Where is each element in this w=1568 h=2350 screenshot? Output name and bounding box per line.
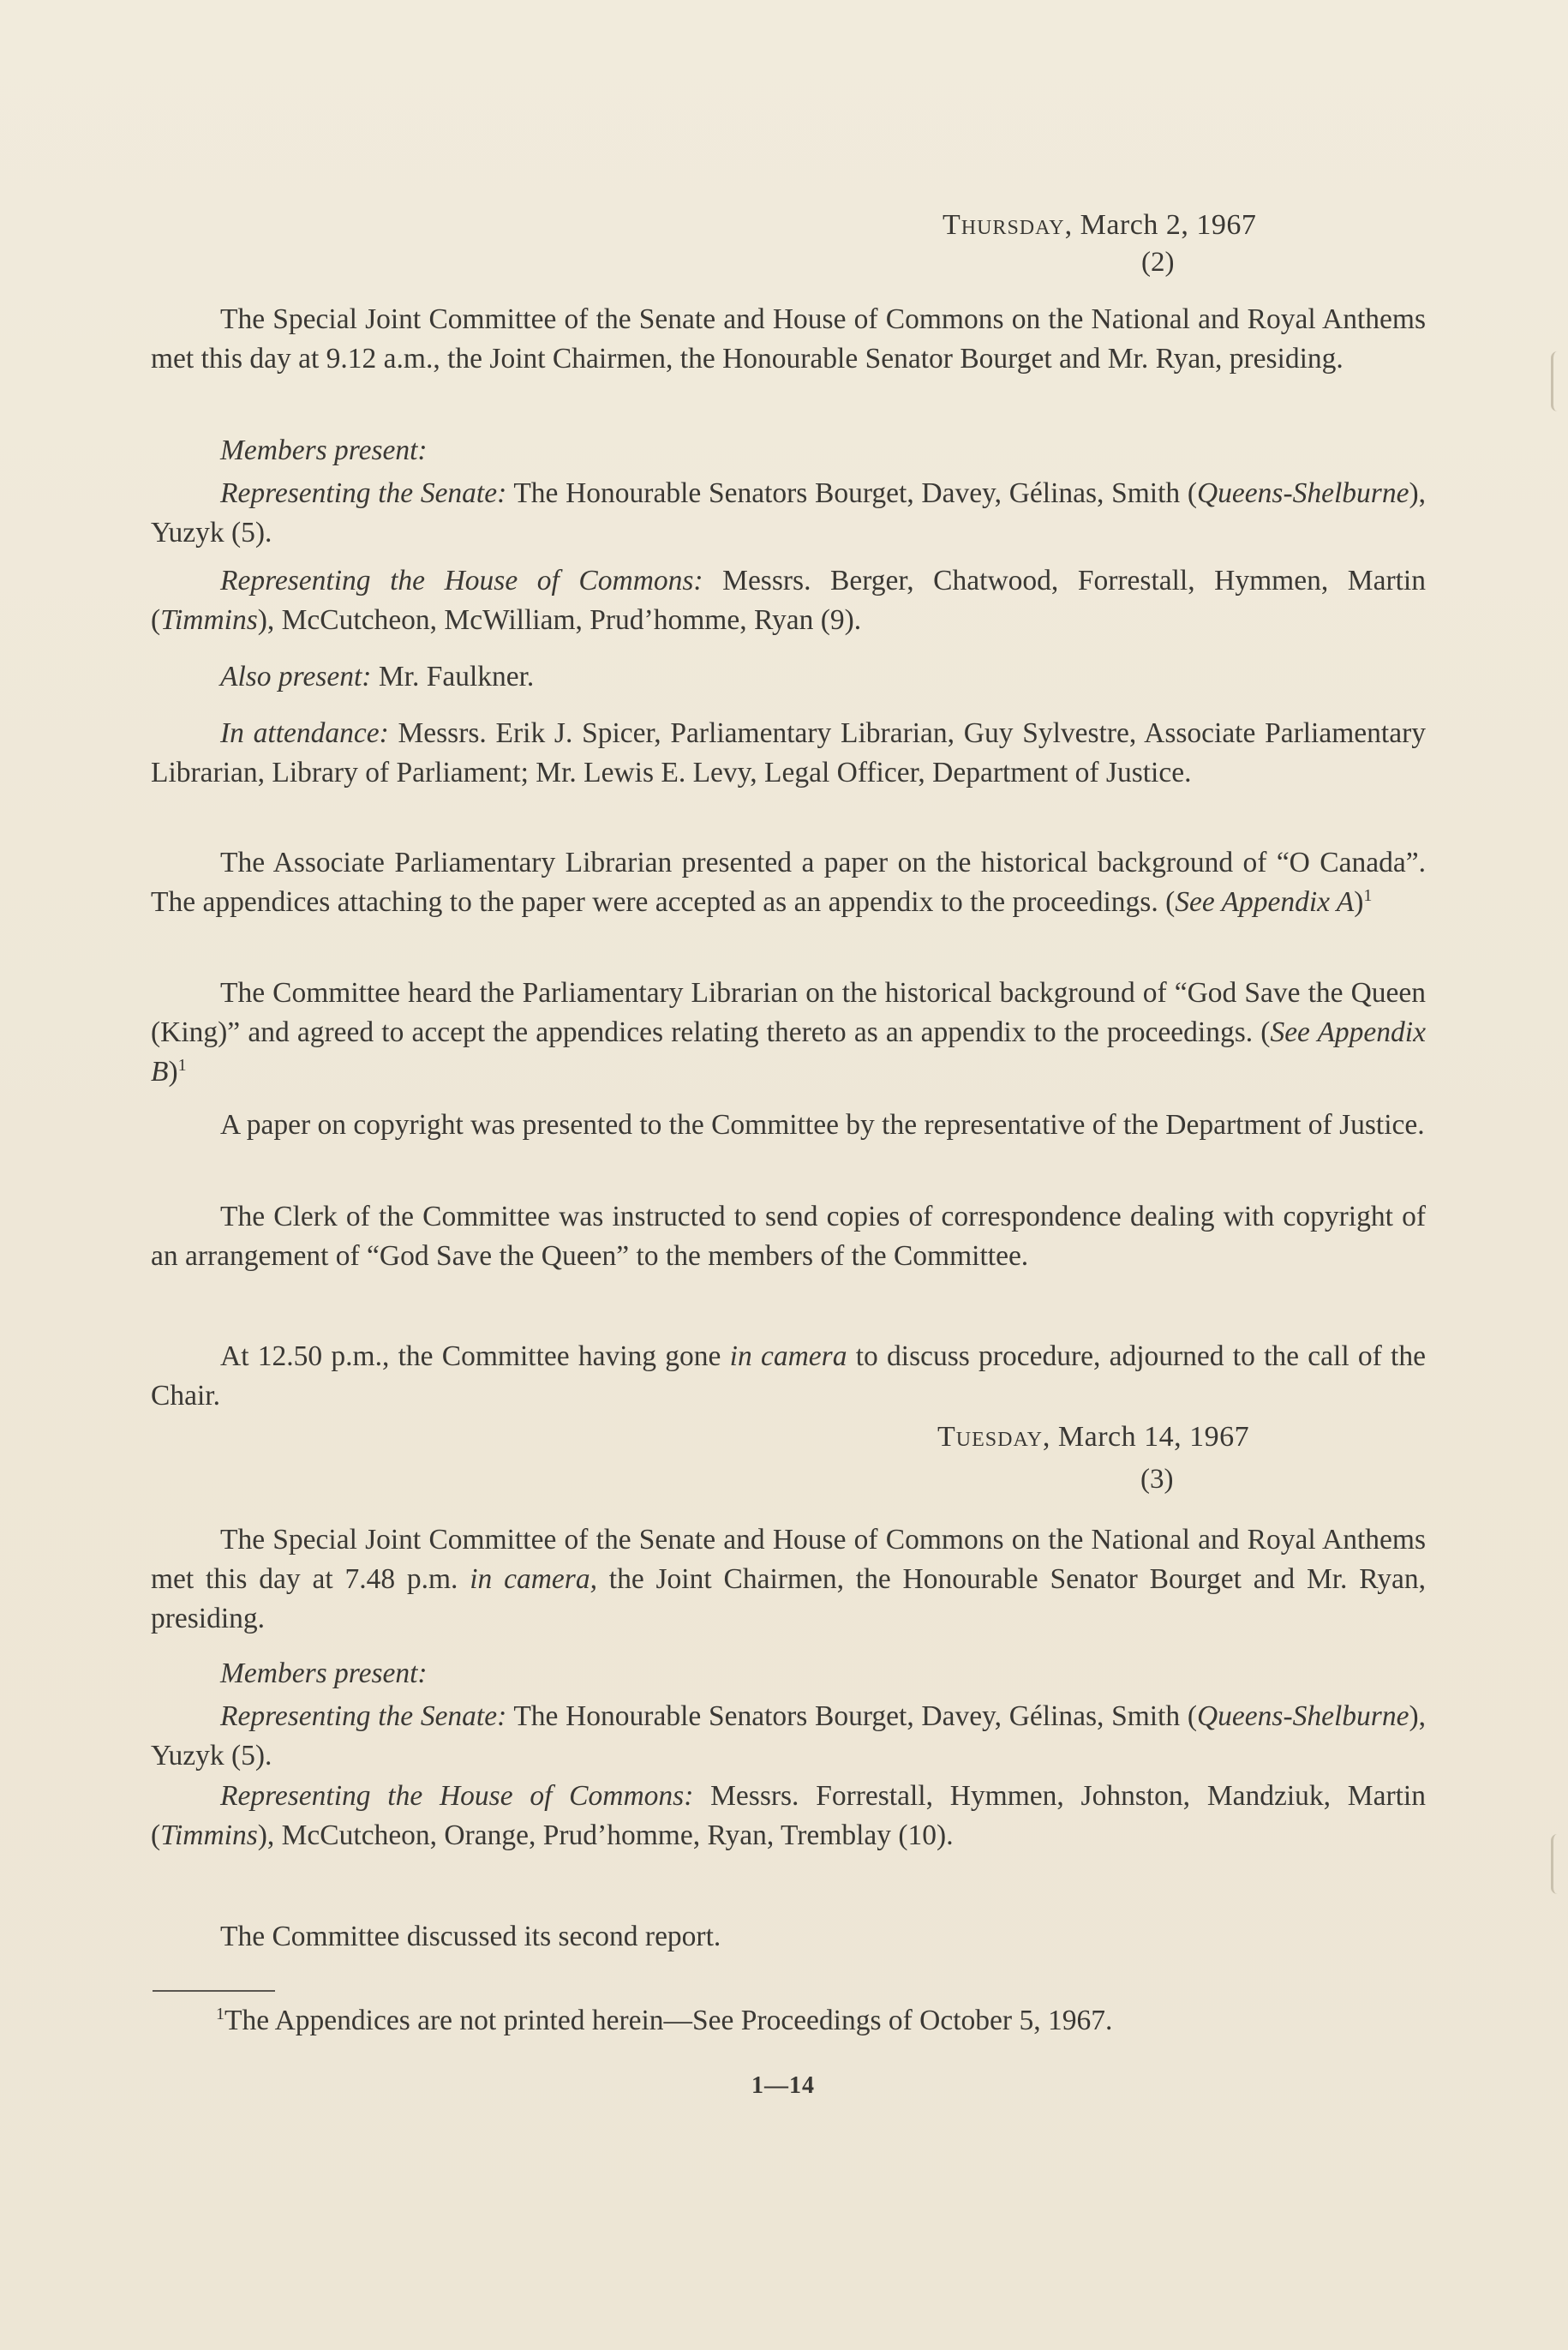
- commons-text: Messrs. Forrestall, Hymmen, Johnston, Mandziuk, Martin (: [151, 1780, 1426, 1851]
- commons-label: Representing the House of Commons:: [220, 1780, 694, 1812]
- opening-paragraph: The Special Joint Committee of the Senate and House of Commons on the National and Royal Anthems met this day at 9.12 a.m., the Joint Chairmen, the Honourable Senator Bourget and Mr. Ryan, presiding.: [151, 303, 1426, 375]
- commons-text: Messrs. Berger, Chatwood, Forrestall, Hymmen, Martin (: [151, 565, 1426, 636]
- also-present-label: Also present:: [220, 661, 372, 692]
- god-save-queen-text: The Committee heard the Parliamentary Librarian on the historical background of “God Save the Queen (King)” and agreed to accept the appendices relating thereto as an appendix to the proceedings. (: [151, 977, 1426, 1048]
- second-report-paragraph: The Committee discussed its second report.: [220, 1921, 721, 1952]
- second-meeting-paragraph: [151, 1520, 1426, 1639]
- appendix-a-ref: See Appendix A: [1175, 886, 1355, 918]
- senate-text-end: ), Yuzyk (5).: [151, 477, 1426, 549]
- weekday: Tuesday: [937, 1421, 1043, 1453]
- senate-text: The Honourable Senators Bourget, Davey, Gélinas, Smith (: [506, 1700, 1197, 1732]
- adjournment-text-end: to discuss procedure, adjourned to the call of the Chair.: [151, 1340, 1426, 1412]
- second-meeting-text-end: the Joint Chairmen, the Honourable Senator Bourget and Mr. Ryan, presiding.: [151, 1563, 1426, 1634]
- o-canada-close: ): [1354, 886, 1364, 918]
- second-meeting-text: The Special Joint Committee of the Senate and House of Commons on the National and Royal Anthems met this day at 7.48 p.m.: [151, 1524, 1426, 1595]
- in-attendance-text: Messrs. Erik J. Spicer, Parliamentary Librarian, Guy Sylvestre, Associate Parliamentary Librarian, Library of Parliament; Mr. Lewis E. Levy, Legal Officer, Department of Justice.: [151, 717, 1426, 788]
- binding-hole-mark: [1551, 1834, 1564, 1894]
- meeting-number: (3): [1140, 1464, 1174, 1495]
- date-rest: , March 2, 1967: [1064, 209, 1257, 241]
- footnote-text: The Appendices are not printed herein—See Proceedings of October 5, 1967.: [224, 2005, 1113, 2036]
- commons-members-paragraph: [151, 1777, 1426, 1855]
- members-present-label: Members present:: [220, 435, 428, 466]
- meeting-date-tuesday: [937, 1421, 1249, 1454]
- senate-label: Representing the Senate:: [220, 477, 507, 509]
- footnote-ref: 1: [1363, 885, 1373, 905]
- o-canada-paragraph: [151, 843, 1426, 922]
- also-present-paragraph: [151, 657, 1426, 697]
- meeting-date-thursday: [943, 209, 1256, 242]
- commons-members-paragraph: [151, 561, 1426, 640]
- weekday: Thursday: [943, 209, 1065, 241]
- footnote-rule: [153, 1990, 275, 1992]
- footnote-mark: 1: [216, 2004, 224, 2023]
- commons-text-end: ), McCutcheon, Orange, Prud’homme, Ryan, Tremblay (10).: [257, 1819, 954, 1851]
- also-present-text: Mr. Faulkner.: [371, 661, 535, 692]
- senate-riding: Queens-Shelburne: [1196, 1700, 1409, 1732]
- in-camera-term: in camera: [729, 1340, 847, 1372]
- senate-text: The Honourable Senators Bourget, Davey, Gélinas, Smith (: [506, 477, 1197, 509]
- god-save-queen-close: ): [168, 1056, 178, 1088]
- commons-riding: Timmins: [160, 604, 258, 636]
- adjournment-paragraph: [151, 1337, 1426, 1416]
- commons-riding: Timmins: [160, 1819, 258, 1851]
- copyright-paragraph: A paper on copyright was presented to the Committee by the representative of the Department of Justice.: [220, 1109, 1425, 1141]
- meeting-number: (2): [1141, 247, 1175, 278]
- in-attendance-paragraph: [151, 714, 1426, 793]
- binding-hole-mark: [1551, 351, 1564, 411]
- senate-riding: Queens-Shelburne: [1196, 477, 1409, 509]
- senate-text-end: ), Yuzyk (5).: [151, 1700, 1426, 1771]
- commons-label: Representing the House of Commons:: [220, 565, 703, 596]
- o-canada-text: The Associate Parliamentary Librarian presented a paper on the historical background of “O Canada”. The appendices attaching to the paper were accepted as an appendix to the proceedings. (: [151, 847, 1426, 918]
- clerk-paragraph: The Clerk of the Committee was instructed to send copies of correspondence dealing with copyright of an arrangement of “God Save the Queen” to the members of the Committee.: [151, 1201, 1426, 1272]
- appendix-b-ref: See Appendix B: [151, 1016, 1426, 1088]
- members-present-label: Members present:: [220, 1658, 428, 1689]
- in-camera-term: in camera,: [470, 1563, 597, 1595]
- members-present-heading: [151, 431, 1426, 471]
- footnote: [216, 2001, 1426, 2041]
- footnote-ref: 1: [177, 1055, 187, 1075]
- adjournment-text: At 12.50 p.m., the Committee having gone: [220, 1340, 730, 1372]
- senate-members-paragraph: [151, 474, 1426, 553]
- in-attendance-label: In attendance:: [220, 717, 389, 749]
- commons-text-end: ), McCutcheon, McWilliam, Prud’homme, Ryan (9).: [257, 604, 862, 636]
- senate-members-paragraph: [151, 1697, 1426, 1776]
- page-number: 1—14: [751, 2072, 815, 2099]
- date-rest: , March 14, 1967: [1042, 1421, 1250, 1453]
- members-present-heading: [151, 1654, 1426, 1694]
- god-save-queen-paragraph: [151, 974, 1426, 1092]
- senate-label: Representing the Senate:: [220, 1700, 507, 1732]
